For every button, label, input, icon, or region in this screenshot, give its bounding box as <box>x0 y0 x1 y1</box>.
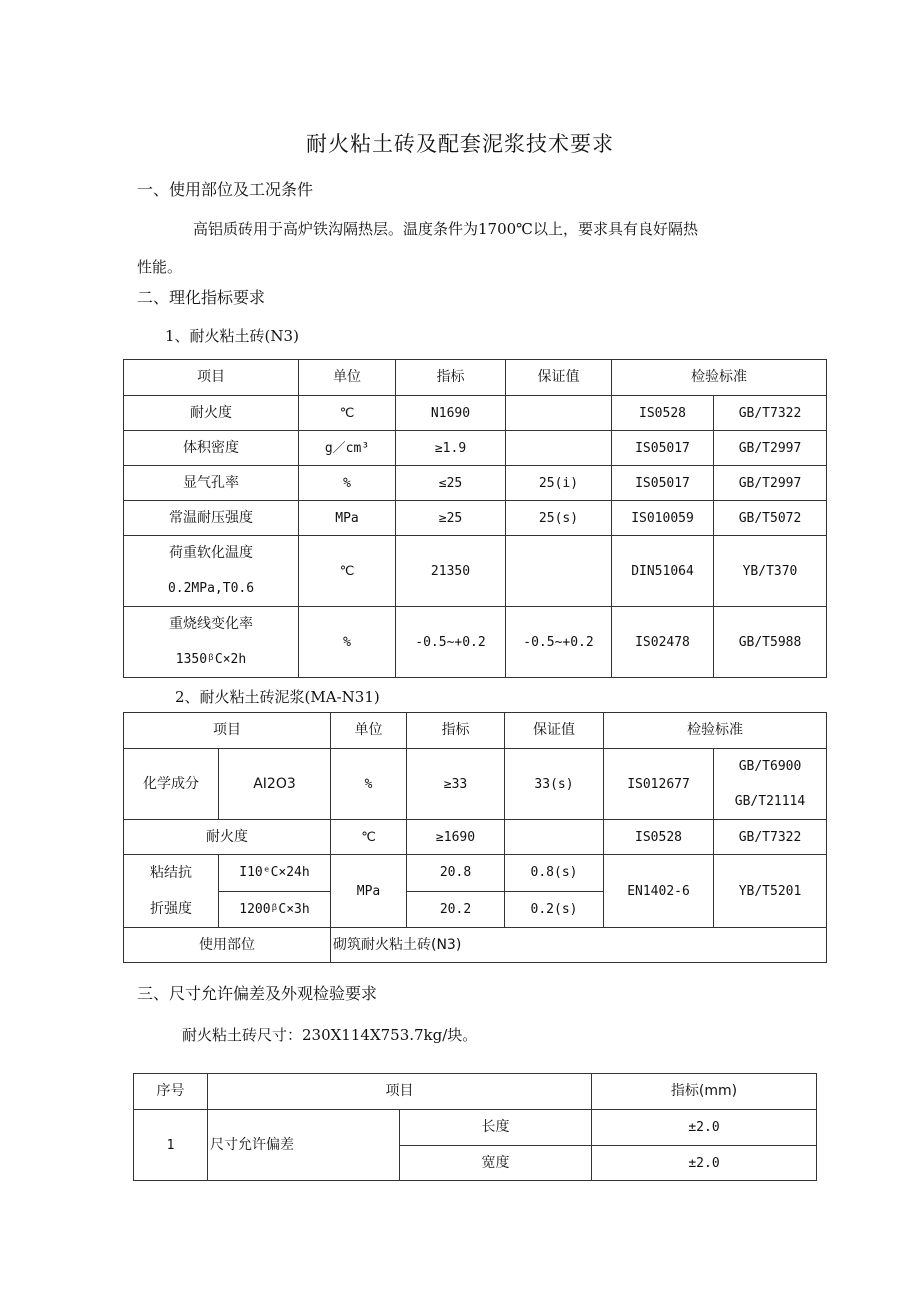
guarantee-cell: 25(s) <box>506 501 612 536</box>
item-cell: 显气孔率 <box>124 466 299 501</box>
standard-cell: YB/T370 <box>714 536 827 607</box>
table-row <box>124 466 827 501</box>
standard-cell: GB/T7322 <box>714 820 827 855</box>
table-row <box>124 855 827 892</box>
guarantee-cell <box>506 431 612 466</box>
unit-cell: MPa <box>299 501 396 536</box>
table-row <box>124 607 827 678</box>
value-cell: ±2.0 <box>592 1146 817 1181</box>
sub-item-cell: AI2O3 <box>219 749 331 820</box>
item-cell: 耐火度 <box>124 820 331 855</box>
index-cell: 20.8 <box>407 855 505 892</box>
index-cell: ≥1.9 <box>396 431 506 466</box>
index-cell: ≥33 <box>407 749 505 820</box>
table-2-caption: 2、耐火粘土砖泥浆(MA-N31) <box>175 688 380 706</box>
header-cell: 项目 <box>124 360 299 396</box>
item-cell: 尺寸允许偏差 <box>208 1110 400 1181</box>
item-cell: 使用部位 <box>124 928 331 963</box>
standard-cell: IS012677 <box>604 749 714 820</box>
table-mortar-properties <box>123 712 827 963</box>
section-1-paragraph-line-1: 高铝质砖用于高炉铁沟隔热层。温度条件为1700℃以上，要求具有良好隔热 <box>193 220 698 238</box>
table-row <box>124 396 827 431</box>
sub-item-cell: 长度 <box>400 1110 592 1146</box>
guarantee-cell: 0.8(s) <box>505 855 604 892</box>
item-cell: 体积密度 <box>124 431 299 466</box>
section-3-paragraph: 耐火粘土砖尺寸：230X114X753.7kg/块。 <box>182 1026 478 1044</box>
unit-cell: ℃ <box>299 396 396 431</box>
item-cell <box>124 607 299 678</box>
header-cell: 检验标准 <box>604 713 827 749</box>
standard-line: GB/T21114 <box>734 794 806 809</box>
table-row <box>134 1110 817 1146</box>
table-row <box>124 536 827 607</box>
condition-cell: I10ᵉC×24h <box>219 855 331 892</box>
item-line: 0.2MPa,T0.6 <box>167 581 255 596</box>
standard-cell: IS0528 <box>604 820 714 855</box>
standard-cell: DIN51064 <box>612 536 714 607</box>
condition-cell: 1200ᵝC×3h <box>219 891 331 928</box>
unit-cell: MPa <box>331 855 407 928</box>
guarantee-cell <box>505 820 604 855</box>
table-header-row <box>124 713 827 749</box>
standard-cell: IS0528 <box>612 396 714 431</box>
value-cell: ±2.0 <box>592 1110 817 1146</box>
table-1-caption: 1、耐火粘土砖(N3) <box>165 327 299 345</box>
page-title: 耐火粘土砖及配套泥浆技术要求 <box>306 132 614 156</box>
standard-cell: IS05017 <box>612 431 714 466</box>
header-cell: 单位 <box>331 713 407 749</box>
table-row <box>124 928 827 963</box>
item-line: 荷重软化温度 <box>169 545 253 561</box>
header-cell: 检验标准 <box>612 360 827 396</box>
guarantee-cell <box>506 396 612 431</box>
header-cell: 单位 <box>299 360 396 396</box>
standard-cell: GB/T5072 <box>714 501 827 536</box>
standard-cell: YB/T5201 <box>714 855 827 928</box>
table-header-row <box>124 360 827 396</box>
index-cell: ≥1690 <box>407 820 505 855</box>
table-row <box>124 820 827 855</box>
guarantee-cell: -0.5~+0.2 <box>506 607 612 678</box>
standard-cell: IS010059 <box>612 501 714 536</box>
standard-cell: GB/T5988 <box>714 607 827 678</box>
unit-cell: % <box>299 607 396 678</box>
item-cell <box>124 536 299 607</box>
item-line: 折强度 <box>150 901 192 917</box>
header-cell: 保证值 <box>506 360 612 396</box>
table-dimension-tolerance <box>133 1073 817 1181</box>
usage-cell: 砌筑耐火粘土砖(N3) <box>331 928 827 963</box>
item-line: 1350ᵝC×2h <box>175 652 247 667</box>
standard-cell: GB/T2997 <box>714 431 827 466</box>
item-cell: 常温耐压强度 <box>124 501 299 536</box>
number-cell: 1 <box>134 1110 208 1181</box>
standard-cell: EN1402-6 <box>604 855 714 928</box>
header-cell: 保证值 <box>505 713 604 749</box>
table-row <box>124 501 827 536</box>
guarantee-cell: 33(s) <box>505 749 604 820</box>
item-cell <box>124 855 219 928</box>
index-cell: ≤25 <box>396 466 506 501</box>
header-cell: 指标(mm) <box>592 1074 817 1110</box>
section-1-heading: 一、使用部位及工况条件 <box>137 180 314 199</box>
section-3-heading: 三、尺寸允许偏差及外观检验要求 <box>137 984 378 1003</box>
index-cell: 20.2 <box>407 891 505 928</box>
unit-cell: % <box>331 749 407 820</box>
standard-cell: IS02478 <box>612 607 714 678</box>
sub-item-cell: 宽度 <box>400 1146 592 1181</box>
header-cell: 序号 <box>134 1074 208 1110</box>
guarantee-cell: 25(i) <box>506 466 612 501</box>
standard-cell <box>714 749 827 820</box>
item-cell: 耐火度 <box>124 396 299 431</box>
index-cell: -0.5~+0.2 <box>396 607 506 678</box>
table-header-row <box>134 1074 817 1110</box>
standard-cell: GB/T2997 <box>714 466 827 501</box>
unit-cell: ℃ <box>331 820 407 855</box>
index-cell: ≥25 <box>396 501 506 536</box>
guarantee-cell: 0.2(s) <box>505 891 604 928</box>
header-cell: 指标 <box>407 713 505 749</box>
header-cell: 项目 <box>124 713 331 749</box>
section-2-heading: 二、理化指标要求 <box>137 288 266 307</box>
index-cell: N1690 <box>396 396 506 431</box>
unit-cell: g／cm³ <box>299 431 396 466</box>
item-cell: 化学成分 <box>124 749 219 820</box>
item-line: 粘结抗 <box>150 865 192 881</box>
unit-cell: % <box>299 466 396 501</box>
section-1-paragraph-line-2: 性能。 <box>137 258 183 276</box>
table-brick-properties <box>123 359 827 678</box>
guarantee-cell <box>506 536 612 607</box>
unit-cell: ℃ <box>299 536 396 607</box>
header-cell: 项目 <box>208 1074 592 1110</box>
table-row <box>124 749 827 820</box>
item-line: 重烧线变化率 <box>169 616 253 632</box>
header-cell: 指标 <box>396 360 506 396</box>
standard-cell: GB/T7322 <box>714 396 827 431</box>
standard-cell: IS05017 <box>612 466 714 501</box>
standard-line: GB/T6900 <box>738 759 802 774</box>
index-cell: 21350 <box>396 536 506 607</box>
table-row <box>124 431 827 466</box>
